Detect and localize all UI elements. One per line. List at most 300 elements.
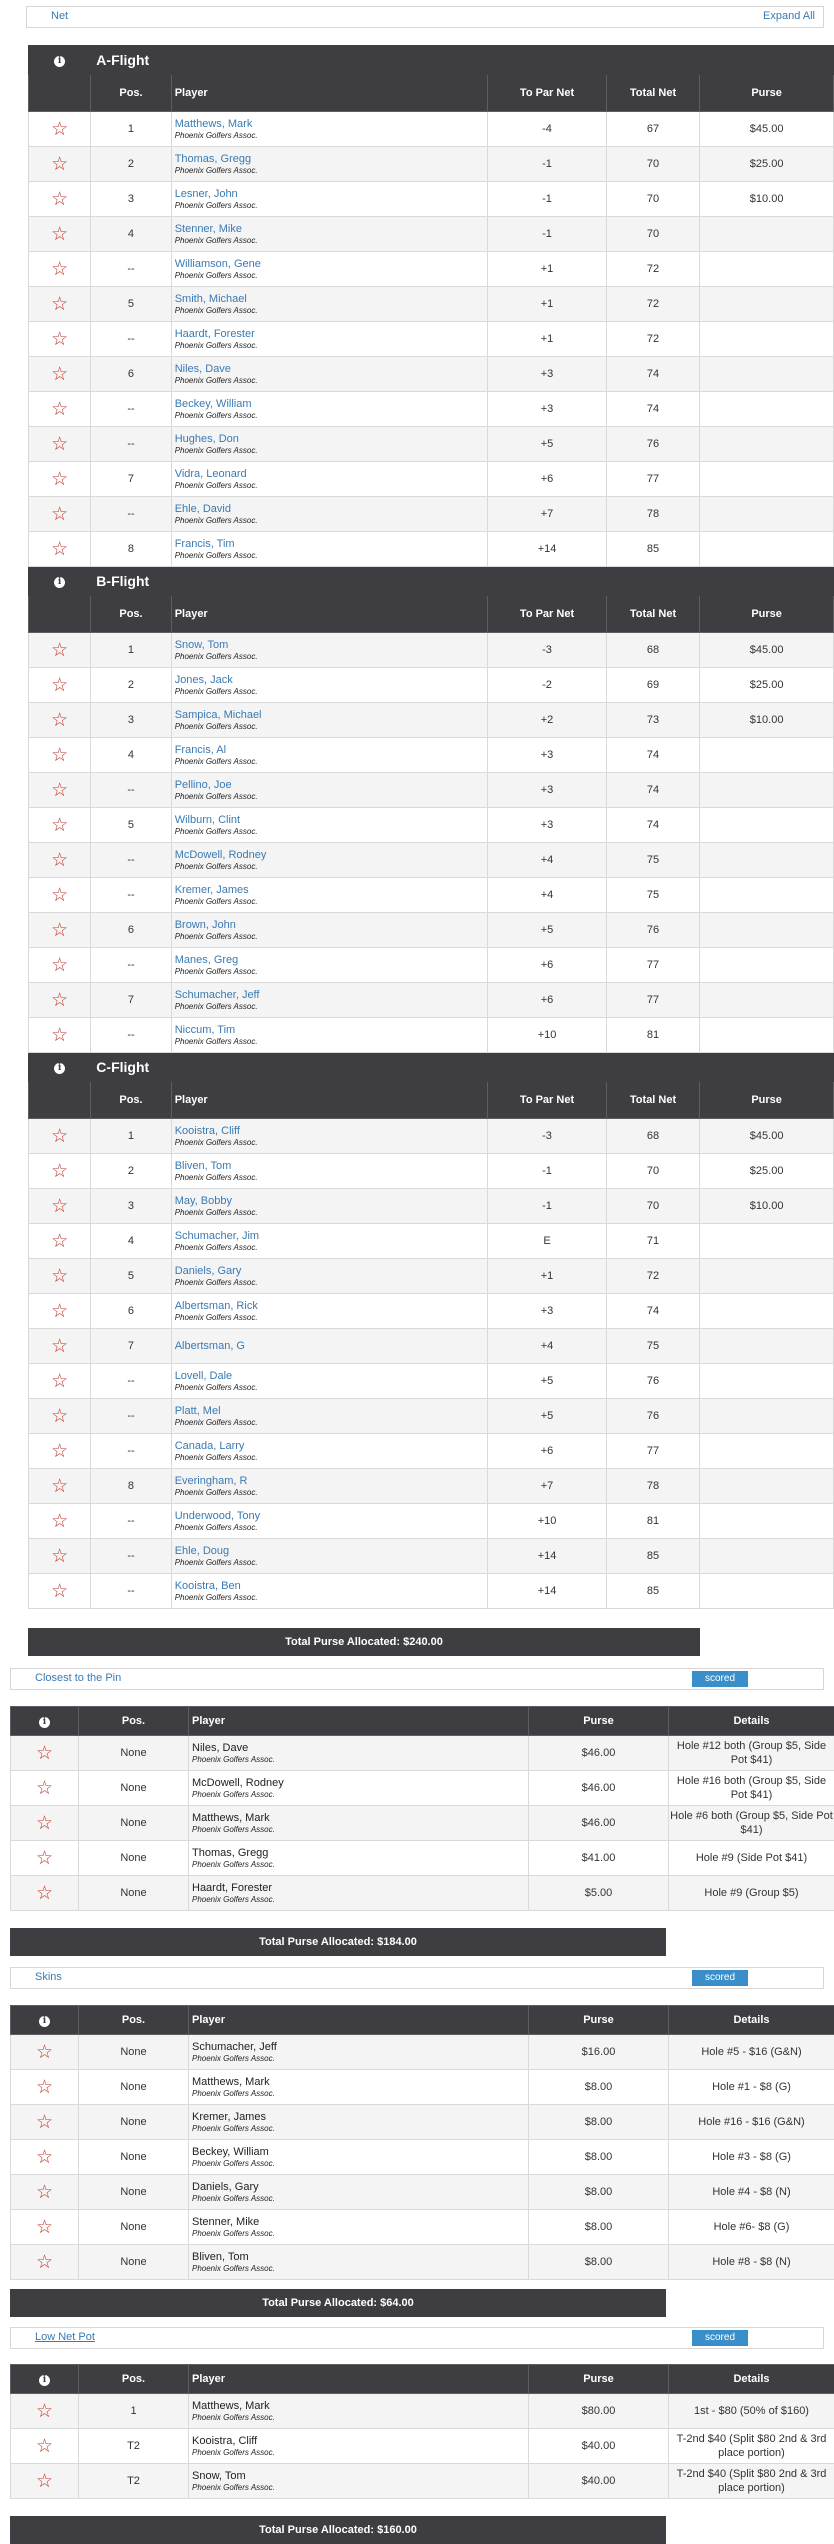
star-icon[interactable]: ☆	[29, 392, 91, 427]
col-pos[interactable]: Pos.	[79, 1707, 189, 1736]
player-name-link[interactable]: Lovell, Dale	[175, 1370, 488, 1383]
scored-badge[interactable]: scored	[692, 1970, 748, 1986]
purse-cell	[700, 983, 834, 1018]
player-name-link[interactable]: Kooistra, Ben	[175, 1580, 488, 1593]
player-name-link[interactable]: Pellino, Joe	[175, 779, 488, 792]
col-total-net[interactable]: Total Net	[606, 596, 699, 633]
player-association: Phoenix Golfers Assoc.	[175, 271, 488, 281]
position-cell: None	[79, 2175, 189, 2210]
star-icon[interactable]: ☆	[29, 1018, 91, 1053]
game-section-bar	[10, 1668, 824, 1690]
star-icon[interactable]: ☆	[29, 738, 91, 773]
star-icon[interactable]: ☆	[29, 1154, 91, 1189]
star-icon[interactable]: ☆	[29, 462, 91, 497]
flight-header	[29, 1053, 834, 1082]
player-name: Daniels, Gary	[192, 2181, 528, 2194]
player-name-link[interactable]: Smith, Michael	[175, 293, 488, 306]
player-name: Niles, Dave	[192, 1742, 528, 1755]
star-icon[interactable]: ☆	[29, 147, 91, 182]
position-cell: --	[91, 1434, 171, 1469]
col-details[interactable]: Details	[669, 2365, 834, 2394]
total-net-cell: 78	[606, 1469, 699, 1504]
table-row	[29, 217, 834, 252]
purse-cell	[700, 462, 834, 497]
position-cell: --	[91, 1574, 171, 1609]
details-cell: T-2nd $40 (Split $80 2nd & 3rd place portion)	[669, 2464, 834, 2499]
star-icon[interactable]: ☆	[29, 1504, 91, 1539]
player-association: Phoenix Golfers Assoc.	[175, 376, 488, 386]
column-header-row	[11, 1707, 834, 1736]
table-row	[29, 1469, 834, 1504]
col-player[interactable]: Player	[189, 2006, 529, 2035]
to-par-cell: +14	[488, 1574, 607, 1609]
star-icon[interactable]: ☆	[29, 287, 91, 322]
total-net-cell: 74	[606, 357, 699, 392]
player-name-link[interactable]: Matthews, Mark	[175, 118, 488, 131]
player-name-link[interactable]: Daniels, Gary	[175, 1265, 488, 1278]
table-row	[29, 392, 834, 427]
col-purse[interactable]: Purse	[529, 2006, 669, 2035]
total-purse-bar: Total Purse Allocated: $160.00	[10, 2516, 666, 2544]
to-par-cell: +6	[488, 462, 607, 497]
star-icon[interactable]: ☆	[29, 1574, 91, 1609]
info-icon[interactable]: i	[54, 56, 65, 67]
player-association: Phoenix Golfers Assoc.	[192, 1895, 528, 1905]
purse-cell: $25.00	[700, 147, 834, 182]
player-name-link[interactable]: Everingham, R	[175, 1475, 488, 1488]
star-icon[interactable]: ☆	[29, 427, 91, 462]
col-to-par-net[interactable]: To Par Net	[488, 1082, 607, 1119]
player-name-link[interactable]: Niccum, Tim	[175, 1024, 488, 1037]
player-cell	[189, 1876, 529, 1911]
position-cell: 8	[91, 532, 171, 567]
purse-cell	[700, 217, 834, 252]
player-name-link[interactable]: Williamson, Gene	[175, 258, 488, 271]
star-icon[interactable]: ☆	[29, 948, 91, 983]
star-icon[interactable]: ☆	[29, 983, 91, 1018]
player-association: Phoenix Golfers Assoc.	[175, 862, 488, 872]
purse-cell	[700, 1364, 834, 1399]
col-purse[interactable]: Purse	[529, 2365, 669, 2394]
player-name-link[interactable]: Bliven, Tom	[175, 1160, 488, 1173]
col-to-par-net[interactable]: To Par Net	[488, 75, 607, 112]
player-name-link[interactable]: Niles, Dave	[175, 363, 488, 376]
player-association: Phoenix Golfers Assoc.	[175, 1278, 488, 1288]
player-cell	[171, 738, 488, 773]
details-cell: Hole #6 both (Group $5, Side Pot $41)	[669, 1806, 834, 1841]
position-cell: 3	[91, 182, 171, 217]
player-association: Phoenix Golfers Assoc.	[175, 1138, 488, 1148]
player-name: Matthews, Mark	[192, 2076, 528, 2089]
player-name-link[interactable]: Sampica, Michael	[175, 709, 488, 722]
star-icon[interactable]: ☆	[11, 2210, 79, 2245]
to-par-cell: +5	[488, 427, 607, 462]
player-association: Phoenix Golfers Assoc.	[192, 2229, 528, 2239]
col-details[interactable]: Details	[669, 2006, 834, 2035]
table-row	[11, 2105, 834, 2140]
star-icon[interactable]: ☆	[11, 1806, 79, 1841]
star-icon[interactable]: ☆	[29, 1119, 91, 1154]
player-name-link[interactable]: McDowell, Rodney	[175, 849, 488, 862]
position-cell: 1	[91, 633, 171, 668]
player-association: Phoenix Golfers Assoc.	[175, 481, 488, 491]
to-par-cell: +7	[488, 1469, 607, 1504]
table-row	[11, 2464, 834, 2499]
total-net-cell: 77	[606, 1434, 699, 1469]
star-icon[interactable]: ☆	[11, 2140, 79, 2175]
star-icon[interactable]: ☆	[29, 1399, 91, 1434]
position-cell: 3	[91, 1189, 171, 1224]
player-name-link[interactable]: Kooistra, Cliff	[175, 1125, 488, 1138]
star-icon[interactable]: ☆	[29, 112, 91, 147]
star-icon[interactable]: ☆	[29, 1189, 91, 1224]
table-row	[29, 287, 834, 322]
player-name-link[interactable]: Haardt, Forester	[175, 328, 488, 341]
info-icon[interactable]: i	[39, 2016, 50, 2027]
player-association: Phoenix Golfers Assoc.	[175, 1558, 488, 1568]
table-row	[29, 878, 834, 913]
position-cell: T2	[79, 2464, 189, 2499]
player-cell	[171, 808, 488, 843]
table-row	[29, 983, 834, 1018]
player-cell	[189, 2105, 529, 2140]
col-pos[interactable]: Pos.	[79, 2006, 189, 2035]
table-row	[29, 1294, 834, 1329]
col-pos[interactable]: Pos.	[91, 596, 171, 633]
to-par-cell: +10	[488, 1504, 607, 1539]
player-name-link[interactable]: Brown, John	[175, 919, 488, 932]
game-section-link[interactable]: Closest to the Pin	[35, 1672, 121, 1684]
player-name-link[interactable]: Schumacher, Jim	[175, 1230, 488, 1243]
table-row	[29, 703, 834, 738]
details-cell: Hole #1 - $8 (G)	[669, 2070, 834, 2105]
table-row	[29, 1539, 834, 1574]
star-icon[interactable]: ☆	[29, 182, 91, 217]
player-association: Phoenix Golfers Assoc.	[192, 2264, 528, 2274]
expand-all-link[interactable]: Expand All	[763, 10, 815, 22]
star-icon[interactable]: ☆	[29, 773, 91, 808]
player-cell	[171, 633, 488, 668]
game-section-link[interactable]: Low Net Pot	[35, 2331, 95, 2343]
star-icon[interactable]: ☆	[29, 1259, 91, 1294]
star-icon[interactable]: ☆	[29, 878, 91, 913]
info-icon[interactable]: i	[39, 2375, 50, 2386]
player-cell	[189, 2070, 529, 2105]
player-name-link[interactable]: May, Bobby	[175, 1195, 488, 1208]
player-name-link[interactable]: Snow, Tom	[175, 639, 488, 652]
col-pos[interactable]: Pos.	[91, 75, 171, 112]
player-name-link[interactable]: Thomas, Gregg	[175, 153, 488, 166]
col-pos[interactable]: Pos.	[79, 2365, 189, 2394]
star-icon[interactable]: ☆	[11, 1736, 79, 1771]
position-cell: 4	[91, 1224, 171, 1259]
scored-badge[interactable]: scored	[692, 1671, 748, 1687]
star-icon[interactable]: ☆	[11, 2394, 79, 2429]
player-name-link[interactable]: Stenner, Mike	[175, 223, 488, 236]
total-net-cell: 70	[606, 147, 699, 182]
table-row	[29, 738, 834, 773]
player-association: Phoenix Golfers Assoc.	[192, 2054, 528, 2064]
player-cell	[171, 182, 488, 217]
player-cell	[171, 668, 488, 703]
star-icon[interactable]: ☆	[11, 2070, 79, 2105]
star-icon[interactable]: ☆	[11, 2035, 79, 2070]
total-net-cell: 72	[606, 252, 699, 287]
player-cell	[189, 2210, 529, 2245]
position-cell: 6	[91, 913, 171, 948]
col-purse[interactable]: Purse	[529, 1707, 669, 1736]
to-par-cell: +3	[488, 808, 607, 843]
col-total-net[interactable]: Total Net	[606, 75, 699, 112]
position-cell: None	[79, 2105, 189, 2140]
position-cell: --	[91, 1539, 171, 1574]
flight-title: B-Flight	[91, 567, 834, 596]
star-icon[interactable]: ☆	[29, 252, 91, 287]
details-cell: Hole #9 (Group $5)	[669, 1876, 834, 1911]
total-net-cell: 69	[606, 668, 699, 703]
player-cell	[189, 1806, 529, 1841]
star-icon[interactable]: ☆	[29, 1434, 91, 1469]
col-player[interactable]: Player	[171, 1082, 488, 1119]
star-icon[interactable]: ☆	[29, 357, 91, 392]
col-details[interactable]: Details	[669, 1707, 834, 1736]
player-association: Phoenix Golfers Assoc.	[192, 2413, 528, 2423]
player-name-link[interactable]: Albertsman, G	[175, 1340, 488, 1353]
player-cell	[171, 252, 488, 287]
player-name-link[interactable]: Wilburn, Clint	[175, 814, 488, 827]
star-icon[interactable]: ☆	[29, 668, 91, 703]
total-net-cell: 74	[606, 392, 699, 427]
star-icon[interactable]: ☆	[29, 1224, 91, 1259]
player-cell	[189, 2035, 529, 2070]
info-icon[interactable]: i	[54, 1063, 65, 1074]
position-cell: 5	[91, 287, 171, 322]
player-name-link[interactable]: Ehle, Doug	[175, 1545, 488, 1558]
info-icon[interactable]: i	[39, 1717, 50, 1728]
table-row	[29, 322, 834, 357]
position-cell: 1	[91, 112, 171, 147]
to-par-cell: +3	[488, 392, 607, 427]
star-icon[interactable]: ☆	[11, 1876, 79, 1911]
purse-cell	[700, 532, 834, 567]
player-cell	[171, 773, 488, 808]
player-cell	[171, 948, 488, 983]
col-player[interactable]: Player	[189, 2365, 529, 2394]
player-name-link[interactable]: Lesner, John	[175, 188, 488, 201]
player-association: Phoenix Golfers Assoc.	[175, 1523, 488, 1533]
table-row	[11, 2070, 834, 2105]
player-name-link[interactable]: Ehle, David	[175, 503, 488, 516]
total-net-cell: 76	[606, 1399, 699, 1434]
game-results-table	[10, 2005, 834, 2280]
player-cell	[171, 1574, 488, 1609]
details-cell: Hole #12 both (Group $5, Side Pot $41)	[669, 1736, 834, 1771]
total-net-cell: 72	[606, 1259, 699, 1294]
player-association: Phoenix Golfers Assoc.	[175, 722, 488, 732]
to-par-cell: +1	[488, 1259, 607, 1294]
table-row	[29, 808, 834, 843]
purse-cell	[700, 1574, 834, 1609]
player-name-link[interactable]: Vidra, Leonard	[175, 468, 488, 481]
player-name-link[interactable]: Jones, Jack	[175, 674, 488, 687]
purse-cell	[700, 392, 834, 427]
player-name-link[interactable]: Beckey, William	[175, 398, 488, 411]
player-cell	[171, 112, 488, 147]
col-pos[interactable]: Pos.	[91, 1082, 171, 1119]
position-cell: 6	[91, 1294, 171, 1329]
purse-cell	[700, 357, 834, 392]
to-par-cell: +1	[488, 287, 607, 322]
to-par-cell: -1	[488, 182, 607, 217]
to-par-cell: -1	[488, 1189, 607, 1224]
player-cell	[189, 2245, 529, 2280]
table-row	[29, 633, 834, 668]
position-cell: --	[91, 773, 171, 808]
purse-cell: $46.00	[529, 1736, 669, 1771]
total-net-cell: 81	[606, 1504, 699, 1539]
player-cell	[171, 878, 488, 913]
player-association: Phoenix Golfers Assoc.	[175, 551, 488, 561]
player-association: Phoenix Golfers Assoc.	[175, 341, 488, 351]
star-icon[interactable]: ☆	[11, 2245, 79, 2280]
player-cell	[171, 1154, 488, 1189]
player-association: Phoenix Golfers Assoc.	[175, 1037, 488, 1047]
star-icon[interactable]: ☆	[29, 808, 91, 843]
star-icon[interactable]: ☆	[29, 703, 91, 738]
position-cell: None	[79, 1841, 189, 1876]
scored-badge[interactable]: scored	[692, 2330, 748, 2346]
info-icon[interactable]: i	[54, 577, 65, 588]
star-icon[interactable]: ☆	[29, 322, 91, 357]
player-cell	[171, 1189, 488, 1224]
star-icon[interactable]: ☆	[29, 633, 91, 668]
player-name-link[interactable]: Platt, Mel	[175, 1405, 488, 1418]
table-row	[11, 2245, 834, 2280]
star-icon[interactable]: ☆	[11, 1841, 79, 1876]
purse-cell	[700, 287, 834, 322]
to-par-cell: +7	[488, 497, 607, 532]
star-icon[interactable]: ☆	[29, 913, 91, 948]
col-player[interactable]: Player	[171, 75, 488, 112]
star-icon[interactable]: ☆	[29, 1469, 91, 1504]
column-header-row	[29, 596, 834, 633]
to-par-cell: +2	[488, 703, 607, 738]
player-association: Phoenix Golfers Assoc.	[175, 1243, 488, 1253]
purse-cell: $8.00	[529, 2245, 669, 2280]
col-player[interactable]: Player	[189, 1707, 529, 1736]
player-name-link[interactable]: Kremer, James	[175, 884, 488, 897]
player-name-link[interactable]: Canada, Larry	[175, 1440, 488, 1453]
player-cell	[189, 1771, 529, 1806]
player-association: Phoenix Golfers Assoc.	[175, 897, 488, 907]
position-cell: None	[79, 2035, 189, 2070]
game-section-bar	[10, 1967, 824, 1989]
star-icon[interactable]: ☆	[11, 2175, 79, 2210]
star-icon[interactable]: ☆	[29, 532, 91, 567]
col-purse[interactable]: Purse	[700, 1082, 834, 1119]
position-cell: None	[79, 2070, 189, 2105]
player-cell	[171, 1329, 488, 1364]
star-icon[interactable]: ☆	[29, 497, 91, 532]
table-row	[29, 357, 834, 392]
to-par-cell: -1	[488, 217, 607, 252]
position-cell: 6	[91, 357, 171, 392]
details-cell: Hole #16 - $16 (G&N)	[669, 2105, 834, 2140]
purse-cell: $10.00	[700, 703, 834, 738]
player-name-link[interactable]: Schumacher, Jeff	[175, 989, 488, 1002]
star-icon[interactable]: ☆	[29, 217, 91, 252]
position-cell: None	[79, 1806, 189, 1841]
total-net-cell: 81	[606, 1018, 699, 1053]
net-section-bar	[26, 6, 824, 28]
to-par-cell: +3	[488, 738, 607, 773]
col-player[interactable]: Player	[171, 596, 488, 633]
position-cell: 5	[91, 808, 171, 843]
col-purse[interactable]: Purse	[700, 75, 834, 112]
position-cell: 8	[91, 1469, 171, 1504]
player-association: Phoenix Golfers Assoc.	[175, 131, 488, 141]
star-icon[interactable]: ☆	[11, 2105, 79, 2140]
player-association: Phoenix Golfers Assoc.	[175, 446, 488, 456]
col-purse[interactable]: Purse	[700, 596, 834, 633]
player-cell	[189, 2429, 529, 2464]
col-total-net[interactable]: Total Net	[606, 1082, 699, 1119]
to-par-cell: -4	[488, 112, 607, 147]
player-name-link[interactable]: Albertsman, Rick	[175, 1300, 488, 1313]
to-par-cell: +3	[488, 357, 607, 392]
table-row	[29, 112, 834, 147]
player-cell	[189, 1736, 529, 1771]
player-name: Matthews, Mark	[192, 2400, 528, 2413]
player-name-link[interactable]: Hughes, Don	[175, 433, 488, 446]
star-icon[interactable]: ☆	[29, 1329, 91, 1364]
player-cell	[171, 392, 488, 427]
player-association: Phoenix Golfers Assoc.	[192, 2194, 528, 2204]
player-name-link[interactable]: Manes, Greg	[175, 954, 488, 967]
total-net-cell: 76	[606, 1364, 699, 1399]
player-association: Phoenix Golfers Assoc.	[192, 2483, 528, 2493]
purse-cell: $25.00	[700, 1154, 834, 1189]
player-name-link[interactable]: Francis, Al	[175, 744, 488, 757]
purse-cell: $41.00	[529, 1841, 669, 1876]
player-name-link[interactable]: Underwood, Tony	[175, 1510, 488, 1523]
flight-title: C-Flight	[91, 1053, 834, 1082]
to-par-cell: +6	[488, 948, 607, 983]
player-association: Phoenix Golfers Assoc.	[175, 1453, 488, 1463]
position-cell: None	[79, 1876, 189, 1911]
purse-cell: $8.00	[529, 2105, 669, 2140]
player-name-link[interactable]: Francis, Tim	[175, 538, 488, 551]
star-icon[interactable]: ☆	[29, 843, 91, 878]
position-cell: None	[79, 1771, 189, 1806]
player-association: Phoenix Golfers Assoc.	[192, 1825, 528, 1835]
purse-cell	[700, 322, 834, 357]
flight-title: A-Flight	[91, 46, 834, 75]
star-icon[interactable]: ☆	[29, 1294, 91, 1329]
game-section-link[interactable]: Skins	[35, 1971, 62, 1983]
star-icon[interactable]: ☆	[11, 1771, 79, 1806]
star-icon[interactable]: ☆	[29, 1364, 91, 1399]
player-association: Phoenix Golfers Assoc.	[192, 2448, 528, 2458]
player-cell	[171, 1018, 488, 1053]
star-icon[interactable]: ☆	[11, 2429, 79, 2464]
star-icon[interactable]: ☆	[29, 1539, 91, 1574]
col-to-par-net[interactable]: To Par Net	[488, 596, 607, 633]
purse-cell: $8.00	[529, 2140, 669, 2175]
position-cell: 7	[91, 462, 171, 497]
star-icon[interactable]: ☆	[11, 2464, 79, 2499]
net-section-link[interactable]: Net	[51, 10, 68, 22]
